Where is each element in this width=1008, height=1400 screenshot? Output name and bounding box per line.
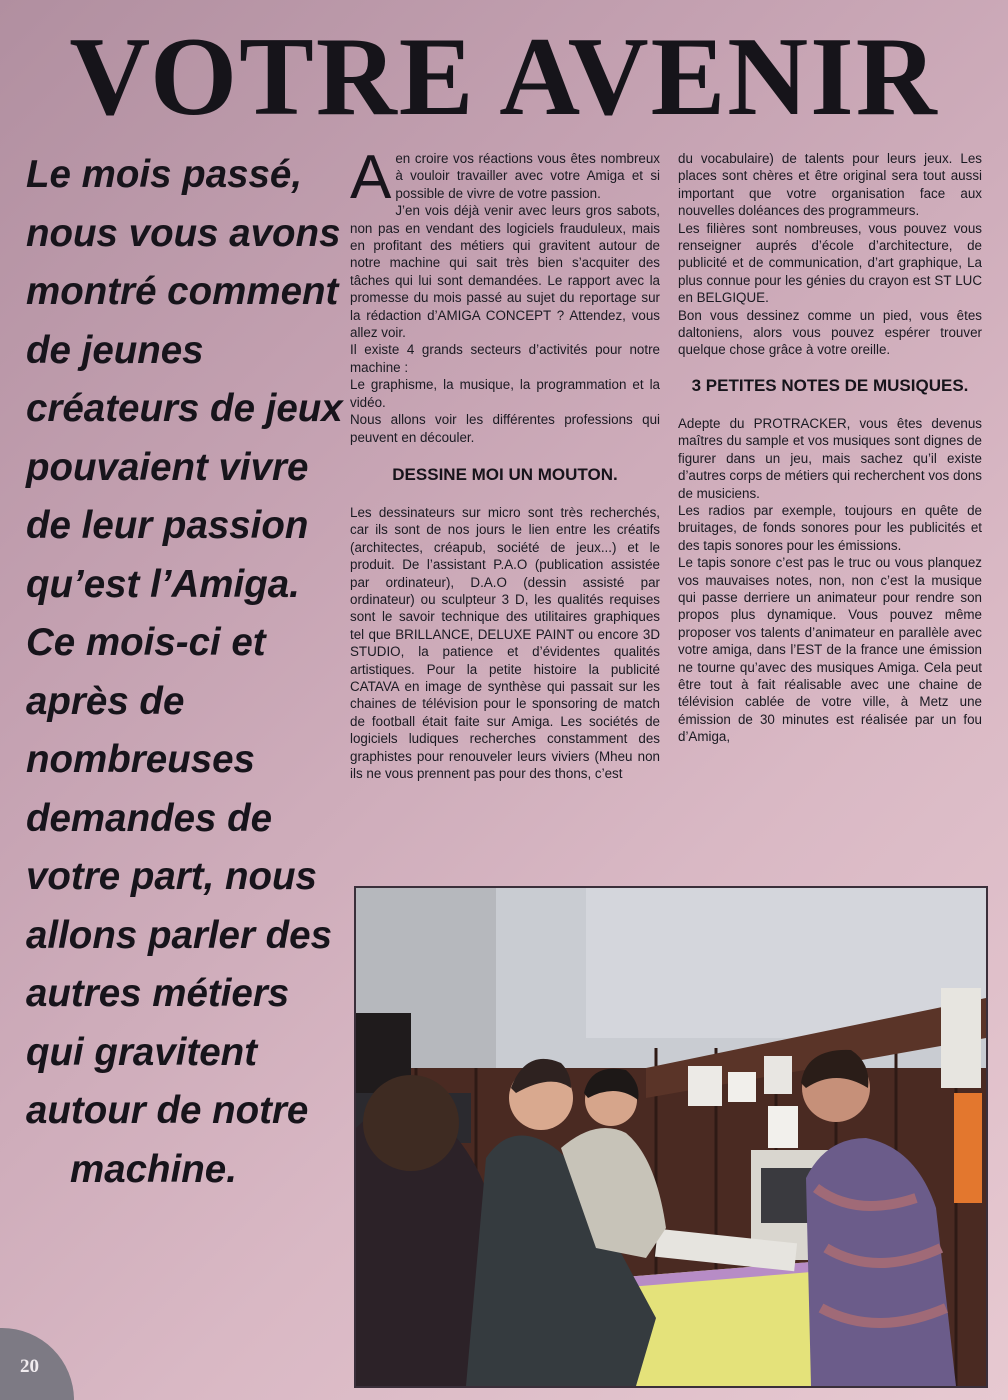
article-paragraph: Bon vous dessinez comme un pied, vous êtes daltoniens, alors vous pouvez espérer trouver quelque chose grâce à votre oreille. (678, 307, 982, 358)
article-paragraph: Il existe 4 grands secteurs d’activités pour notre machine : (350, 342, 660, 375)
article-paragraph: Les dessinateurs sur micro sont très recherchés, car ils sont de nos jours le lien entre les créatifs (architectes, créapub, société de jeux...) et le produit. De l’assistant P.A.O (publication assistée par ordinateur), D.A.O (dessin assisté par ordinateur) ou sculpteur 3 D, les qualités requises sont le savoir technique des utilitaires graphiques tel que BRILLANCE, DELUXE PAINT ou encore 3D STUDIO, la patience et d’évidentes qualités artistiques. Pour la petite histoire la publicité CATAVA en image de synthèse qui passait sur les chaines de télévision pour le sponsoring de match de football était faite sur Amiga. Les sociétés de logiciels ludiques recherches constamment des graphistes pour renouveler leurs viviers (Mheu non ils ne vous prennent pas pour des thons, c’est (350, 504, 660, 781)
page-number: 20 (20, 1356, 39, 1377)
section-heading-drawing: DESSINE MOI UN MOUTON. (392, 464, 618, 484)
article-paragraph: Les filières sont nombreuses, vous pouvez vous renseigner auprés d’école d’architecture, de publicité et de communication, d’art graphique, La plus connue pour les génies du crayon est ST LUC en BELGIQUE. (678, 220, 982, 306)
article-photo (354, 886, 988, 1388)
intro-paragraph (350, 143, 660, 212)
lead-paragraph (26, 146, 344, 1199)
article-column-2 (678, 150, 982, 746)
lead-text-last: machine. (70, 1147, 237, 1191)
article-paragraph: Le tapis sonore c’est pas le truc ou vous planquez vos mauvaises notes, non, non c’est la musique qui passe derriere un animateur pour rendre son propos plus dynamique. Vous pouvez même proposer vos talents d’animateur en parallèle avec votre amiga, dans l’EST de la france une émission ne tourne qu’avec des musiques Amiga. Cela peut être tout à fait réalisable avec une chaine de télévision cablée de votre ville, à Metz une émission de 30 minutes est réalisée par un fou d’Amiga, (678, 555, 982, 745)
article-paragraph: Le graphisme, la musique, la programmation et la vidéo. (350, 377, 660, 410)
drop-cap: A (350, 143, 392, 212)
article-paragraph: J’en vois déjà venir avec leurs gros sabots, non pas en vendant des logiciels frauduleux, mais en profitant des métiers qui gravitent autour de notre machine qui sait très bien s’acquiter des tâches qui lui sont demandées. Le rapport avec la promesse du mois passé au sujet du reportage sur la rédaction d’AMIGA CONCEPT ? Attendez, vous allez voir. (350, 203, 660, 341)
headline: VOTRE AVENIR (69, 15, 939, 139)
photo-illustration (356, 888, 986, 1386)
article-paragraph: Nous allons voir les différentes professions qui peuvent en découler. (350, 412, 660, 445)
intro-text: en croire vos réactions vous êtes nombreux à vouloir travailler avec votre Amiga et si possible de vivre de votre passion. (395, 151, 660, 201)
lead-text: Le mois passé, nous vous avons montré comment de jeunes créateurs de jeux pouvaient vivre de leur passion qu’est l’Amiga. Ce mois-ci et après de nombreuses demandes de votre part, nous allons parler des autres métiers qui gravitent autour de notre (26, 153, 343, 1132)
article-paragraph: Les radios par exemple, toujours en quête de bruitages, de fonds sonores pour les publicités et des tapis sonores pour les émissions. (678, 502, 982, 553)
section-heading-music: 3 PETITES NOTES DE MUSIQUES. (691, 375, 969, 395)
article-paragraph: du vocabulaire) de talents pour leurs jeux. Les places sont chères et être original sera tout aussi important que votre organisation face aux nouvelles doléances des programmeurs. (678, 151, 982, 219)
page-number-tab (0, 1328, 74, 1400)
article-column-1 (350, 143, 660, 782)
article-paragraph: Adepte du PROTRACKER, vous êtes devenus maîtres du sample et vos musiques sont dignes de figurer dans un jeu, mais sachez qu’il existe d’autres corps de métiers qui recherchent vos dons de musiciens. (678, 415, 982, 501)
